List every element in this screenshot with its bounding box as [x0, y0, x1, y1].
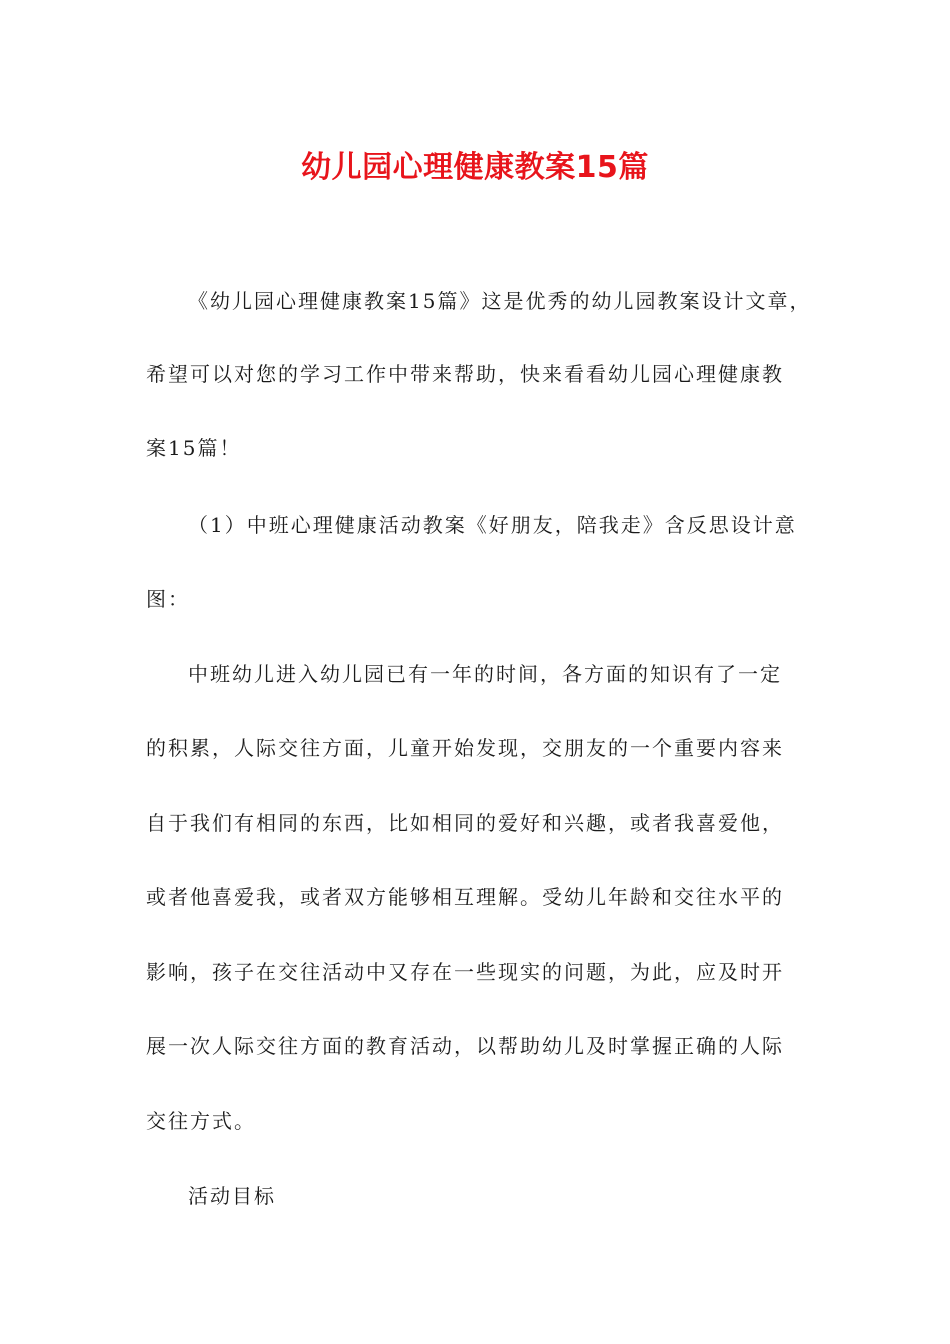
- paragraph-line-5: 影响，孩子在交往活动中又存在一些现实的问题，为此，应及时开: [146, 960, 784, 984]
- document-title: 幼儿园心理健康教案15篇: [301, 150, 649, 185]
- paragraph-line-1: 中班幼儿进入幼儿园已有一年的时间，各方面的知识有了一定: [188, 662, 782, 686]
- intro-line-3: 案15篇！: [146, 436, 242, 460]
- section-heading-line-1: （1）中班心理健康活动教案《好朋友，陪我走》含反思设计意: [188, 513, 797, 537]
- paragraph-line-7: 交往方式。: [146, 1109, 256, 1133]
- paragraph-line-3: 自于我们有相同的东西，比如相同的爱好和兴趣，或者我喜爱他，: [146, 811, 784, 835]
- intro-line-1: 《幼儿园心理健康教案15篇》这是优秀的幼儿园教案设计文章，: [188, 289, 812, 313]
- paragraph-line-4: 或者他喜爱我，或者双方能够相互理解。受幼儿年龄和交往水平的: [146, 885, 784, 909]
- paragraph-line-6: 展一次人际交往方面的教育活动，以帮助幼儿及时掌握正确的人际: [146, 1034, 784, 1058]
- section-heading-line-2: 图：: [146, 587, 190, 611]
- intro-line-2: 希望可以对您的学习工作中带来帮助，快来看看幼儿园心理健康教: [146, 362, 784, 386]
- subheading-activity-goals: 活动目标: [188, 1184, 276, 1208]
- paragraph-line-2: 的积累，人际交往方面，儿童开始发现，交朋友的一个重要内容来: [146, 736, 784, 760]
